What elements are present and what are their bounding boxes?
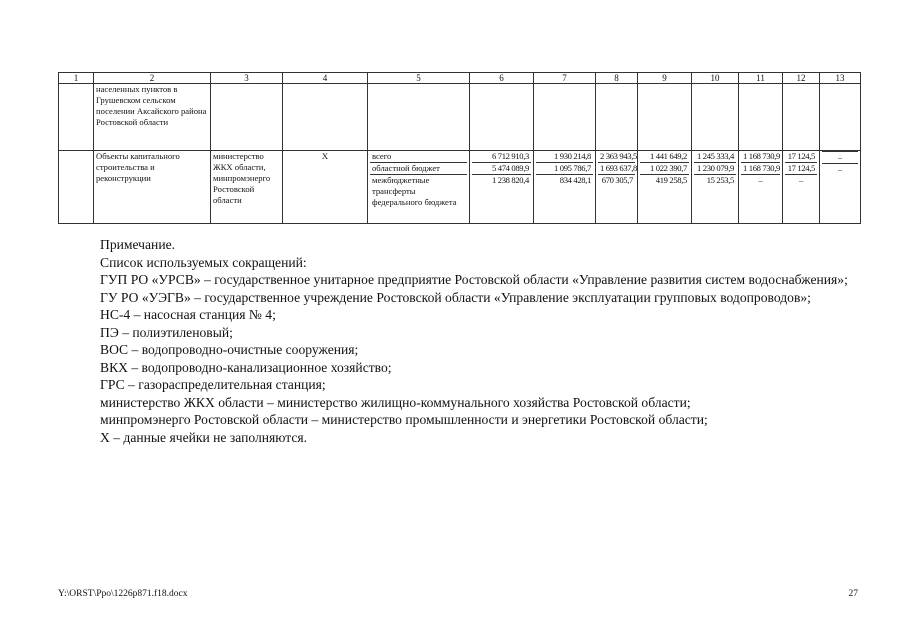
notes-intro: Список используемых сокращений: — [100, 254, 307, 270]
column-number-row — [59, 73, 861, 84]
abbreviation-item: ВОС – водопроводно-очистные сооружения; — [100, 342, 359, 357]
col12-cell — [783, 151, 820, 224]
abbreviation-item: ГУ РО «УЭГВ» – государственное учреждение Ростовской области «Управление эксплуатации групповых водопроводов»; — [100, 289, 811, 305]
abbreviation-item: ПЭ – полиэтиленовый; — [100, 324, 233, 340]
col-number: 1 — [59, 73, 94, 84]
source-regional: областной бюджет — [370, 163, 467, 175]
abbreviation-item: ГУП РО «УРСВ» – государственное унитарное предприятие Ростовской области «Управление развития систем водоснабжения»; — [100, 272, 848, 287]
col-number: 6 — [470, 73, 534, 84]
abbreviation-item: НС-4 – насосная станция № 4; — [100, 307, 276, 322]
value-cell: 834 428,1 — [559, 175, 591, 185]
abbreviation-item: минпромэнерго Ростовской области – министерство промышленности и энергетики Ростовской области; — [100, 412, 708, 427]
value-cell: 1 168 730,9 — [743, 163, 780, 173]
program-table-fragment — [58, 72, 860, 224]
value-cell: 1 441 649,2 — [640, 151, 689, 163]
value-cell: 1 693 637,8 — [600, 163, 637, 173]
value-cell: 1 238 820,4 — [492, 175, 529, 185]
value-cell: 419 258,5 — [655, 175, 687, 185]
value-cell: – — [758, 175, 763, 185]
col-number: 12 — [783, 73, 820, 84]
abbreviation-item: ГРС – газораспределительная станция; — [100, 377, 326, 392]
col9-cell — [638, 151, 692, 224]
col-number: 4 — [283, 73, 368, 84]
value-cell: 1 022 390,7 — [640, 163, 689, 175]
footer-file-path: Y:\ORST\Ppo\1226p871.f18.docx — [58, 589, 188, 599]
row-col4: Х — [283, 151, 368, 224]
notes-title: Примечание. — [100, 237, 176, 252]
col-number: 3 — [211, 73, 283, 84]
abbreviation-item: министерство ЖКХ области – министерство жилищно-коммунального хозяйства Ростовской области; — [100, 394, 691, 410]
col10-cell — [692, 151, 739, 224]
col-number: 9 — [638, 73, 692, 84]
col-number: 2 — [94, 73, 211, 84]
value-cell: 6 712 910,3 — [472, 151, 531, 163]
abbreviation-item: ВКХ – водопроводно-канализационное хозяйство; — [100, 359, 392, 375]
col-number: 7 — [534, 73, 596, 84]
funding-table — [58, 72, 861, 224]
col-number: 8 — [596, 73, 638, 84]
row-name-continuation: населенных пунктов в Грушевском сельском поселении Аксайского района Ростовской области — [94, 84, 211, 151]
col6-cell — [470, 151, 534, 224]
table-row — [59, 151, 861, 224]
value-cell: 17 124,5 — [785, 151, 817, 163]
value-cell: 1 168 730,9 — [743, 151, 780, 161]
table-row — [59, 84, 861, 151]
row-name: Объекты капитального строительства и реконструкции — [94, 151, 211, 224]
value-cell: 2 363 943,5 — [600, 151, 637, 161]
value-cell: – — [799, 175, 803, 185]
source-federal: межбюджетные трансферты федерального бюджета — [372, 175, 457, 207]
col7-cell — [534, 151, 596, 224]
value-cell: 670 305,7 — [601, 175, 633, 185]
col-number: 11 — [739, 73, 783, 84]
col-number: 5 — [368, 73, 470, 84]
col8-cell — [596, 151, 638, 224]
value-cell: 1 230 079,9 — [694, 163, 736, 175]
source-total: всего — [370, 151, 467, 163]
value-cell: – — [822, 152, 858, 164]
col-number: 13 — [820, 73, 861, 84]
col-number: 10 — [692, 73, 739, 84]
row-executor: министерство ЖКХ области, минпромэнерго Ростовской области — [211, 151, 283, 224]
value-cell: 1 095 786,7 — [536, 163, 593, 175]
col13-cell — [820, 151, 861, 224]
value-cell: 17 124,5 — [785, 163, 817, 175]
value-cell: 5 474 089,9 — [472, 163, 531, 175]
value-cell: 1 245 333,4 — [694, 151, 736, 163]
funding-sources-cell — [368, 151, 470, 224]
abbreviation-item: Х – данные ячейки не заполняются. — [100, 429, 308, 445]
notes-section — [58, 236, 860, 446]
col11-cell — [739, 151, 783, 224]
page-number: 27 — [848, 589, 858, 599]
value-cell: – — [837, 164, 843, 174]
value-cell: 1 930 214,8 — [536, 151, 593, 163]
value-cell: 15 253,5 — [706, 175, 734, 185]
